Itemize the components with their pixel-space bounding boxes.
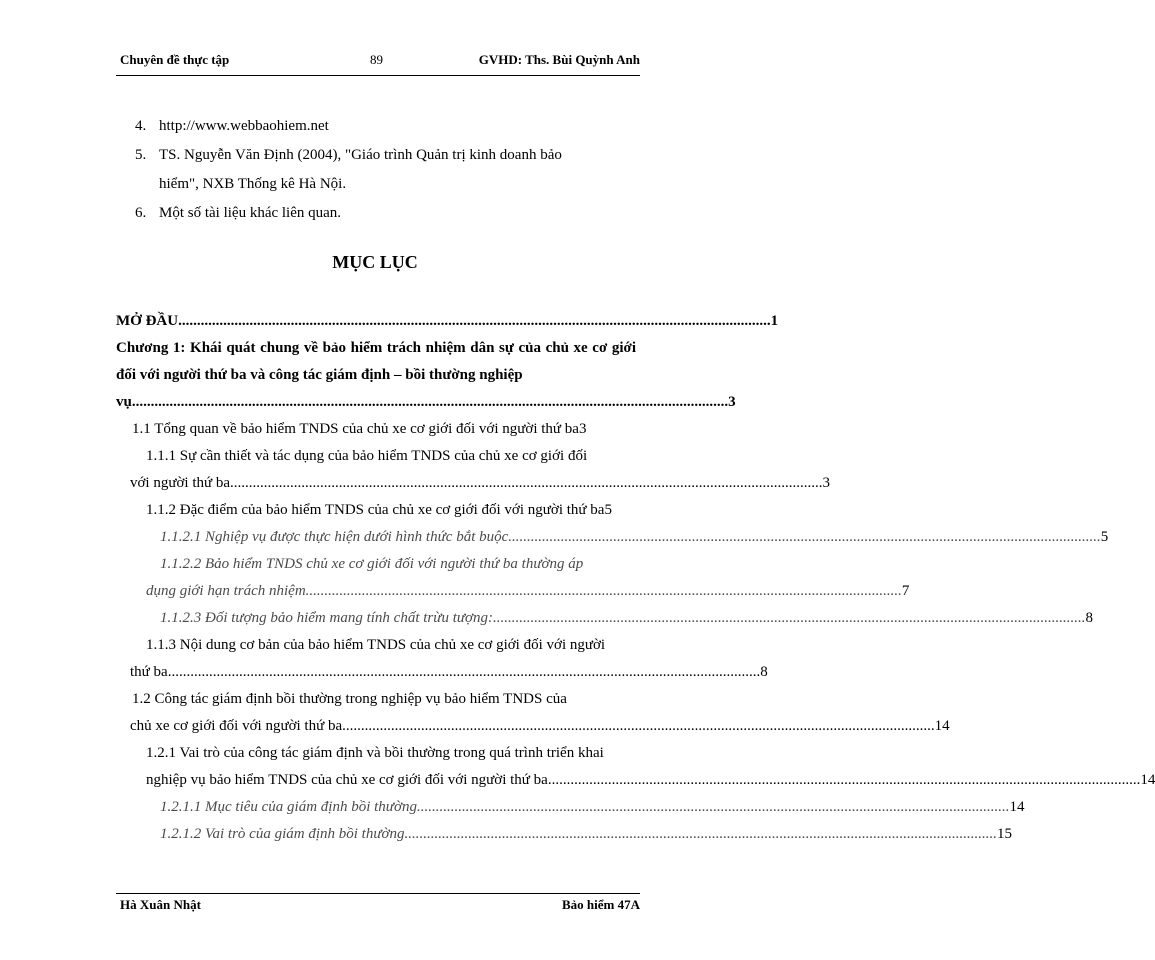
toc-leader: .............................................................................................................................................................. bbox=[417, 799, 1010, 815]
toc-leader: .............................................................................................................................................................. bbox=[342, 718, 935, 734]
toc-leader: .............................................................................................................................................................. bbox=[547, 772, 1141, 788]
toc-entry-text-cont: với người thứ ba bbox=[130, 475, 231, 491]
toc-entry[interactable] bbox=[116, 632, 768, 686]
toc-leader: .............................................................................................................................................................. bbox=[309, 583, 902, 599]
toc-entry-text: 1.2 Công tác giám định bồi thường trong nghiệp vụ bảo hiểm TNDS của bbox=[132, 691, 567, 707]
toc-entry[interactable] bbox=[116, 416, 636, 443]
toc-entry-text: 1.2.1.2 Vai trò của giám định bồi thường bbox=[160, 826, 405, 842]
header-title: Chuyên đề thực tập bbox=[120, 52, 230, 67]
header-rule bbox=[116, 75, 640, 76]
toc-page-number: 7 bbox=[901, 583, 910, 599]
toc-leader: .............................................................................................................................................................. bbox=[404, 826, 998, 842]
toc-entry[interactable] bbox=[116, 551, 910, 605]
toc-entry-text: 1.1.2.2 Bảo hiểm TNDS chủ xe cơ giới đối với người thứ ba thường áp bbox=[160, 556, 584, 572]
toc-leader: .............................................................................................................................................................. bbox=[167, 664, 761, 680]
toc-entry-text: 1.1.2.1 Nghiệp vụ được thực hiện dưới hình thức bắt buộc bbox=[160, 529, 509, 545]
toc-entry-text: 1.1.2.3 Đối tượng bảo hiểm mang tính chất trừu tượng: bbox=[160, 610, 494, 626]
toc-entry[interactable] bbox=[116, 308, 779, 335]
toc-entry[interactable] bbox=[116, 443, 831, 497]
toc-leader: .............................................................................................................................................................. bbox=[508, 529, 1101, 545]
toc-page-number: 3 bbox=[822, 475, 831, 491]
header-supervisor: GVHD: Ths. Bùi Quỳnh Anh bbox=[478, 52, 640, 67]
toc-entry-text: MỞ ĐẦU bbox=[116, 313, 179, 329]
reference-text: TS. Nguyễn Văn Định (2004), "Giáo trình Quản trị kinh doanh bảo bbox=[159, 147, 562, 163]
reference-number: 6. bbox=[135, 205, 147, 221]
toc-page-number: 14 bbox=[1009, 799, 1025, 815]
toc-entry-text: 1.2.1 Vai trò của công tác giám định và bồi thường trong quá trình triển khai bbox=[146, 745, 604, 761]
toc-page-number: 3 bbox=[728, 394, 736, 410]
toc-entry-text: 1.1 Tổng quan về bảo hiểm TNDS của chủ xe cơ giới đối với người thứ ba bbox=[132, 421, 579, 437]
reference-text: Một số tài liệu khác liên quan. bbox=[159, 205, 342, 221]
reference-number: 4. bbox=[135, 118, 147, 134]
reference-item bbox=[135, 199, 635, 228]
toc-entry-text: Chương 1: Khái quát chung về bảo hiểm trách nhiệm dân sự của chủ xe cơ giới đối với người thứ ba và công tác giám định – bồi thường nghiệp bbox=[116, 340, 636, 383]
toc-page-number: 14 bbox=[1140, 772, 1155, 788]
reference-item bbox=[135, 112, 635, 141]
toc-entry[interactable] bbox=[116, 605, 1094, 632]
toc-entry-text-cont: vụ. bbox=[116, 394, 136, 410]
footer-rule bbox=[116, 893, 640, 894]
page-header bbox=[120, 52, 640, 72]
page-number: 89 bbox=[370, 52, 383, 67]
reference-text-cont: hiểm", NXB Thống kê Hà Nội. bbox=[159, 176, 347, 192]
toc-entry-text: 1.2.1.1 Mục tiêu của giám định bồi thường bbox=[160, 799, 417, 815]
toc-entry-text-cont: nghiệp vụ bảo hiểm TNDS của chủ xe cơ giới đối với người thứ ba bbox=[146, 772, 548, 788]
table-of-contents bbox=[116, 308, 1155, 848]
toc-entry[interactable] bbox=[116, 821, 1013, 848]
toc-page-number: 1 bbox=[770, 313, 779, 329]
toc-page-number: 3 bbox=[578, 421, 587, 437]
toc-entry[interactable] bbox=[116, 335, 736, 416]
toc-entry-text: 1.1.2 Đặc điểm của bảo hiểm TNDS của chủ xe cơ giới đối với người thứ ba bbox=[146, 502, 605, 518]
toc-page-number: 14 bbox=[934, 718, 950, 734]
toc-entry[interactable] bbox=[116, 686, 950, 740]
reference-item bbox=[135, 141, 635, 199]
toc-leader: .............................................................................................................................................................. bbox=[493, 610, 1086, 626]
reference-list bbox=[135, 112, 635, 228]
reference-text[interactable]: http://www.webbaohiem.net bbox=[159, 118, 329, 134]
toc-entry[interactable] bbox=[116, 524, 1109, 551]
toc-entry-text-cont: chủ xe cơ giới đối với người thứ ba bbox=[130, 718, 343, 734]
toc-entry-text-cont: dụng giới hạn trách nhiệm. bbox=[146, 583, 310, 599]
toc-entry-text-cont: thứ ba bbox=[130, 664, 168, 680]
toc-entry[interactable] bbox=[116, 740, 1155, 794]
toc-page-number: 8 bbox=[1085, 610, 1094, 626]
toc-entry[interactable] bbox=[116, 497, 636, 524]
reference-number: 5. bbox=[135, 147, 147, 163]
footer-class: Bảo hiểm 47A bbox=[562, 897, 640, 912]
toc-entry-text: 1.1.3 Nội dung cơ bản của bảo hiểm TNDS của chủ xe cơ giới đối với người bbox=[146, 637, 606, 653]
toc-leader: .............................................................................................................................................................. bbox=[135, 394, 729, 410]
toc-page-number: 5 bbox=[1100, 529, 1109, 545]
toc-page-number: 5 bbox=[604, 502, 612, 518]
toc-page-number: 15 bbox=[997, 826, 1013, 842]
toc-entry[interactable] bbox=[116, 794, 1025, 821]
toc-page-number: 8 bbox=[760, 664, 768, 680]
toc-leader: .............................................................................................................................................................. bbox=[178, 313, 771, 329]
toc-title: MỤC LỤC bbox=[332, 252, 418, 272]
footer-author: Hà Xuân Nhật bbox=[120, 897, 201, 912]
toc-leader: .............................................................................................................................................................. bbox=[230, 475, 823, 491]
toc-entry-text: 1.1.1 Sự cần thiết và tác dụng của bảo hiểm TNDS của chủ xe cơ giới đối bbox=[146, 448, 588, 464]
